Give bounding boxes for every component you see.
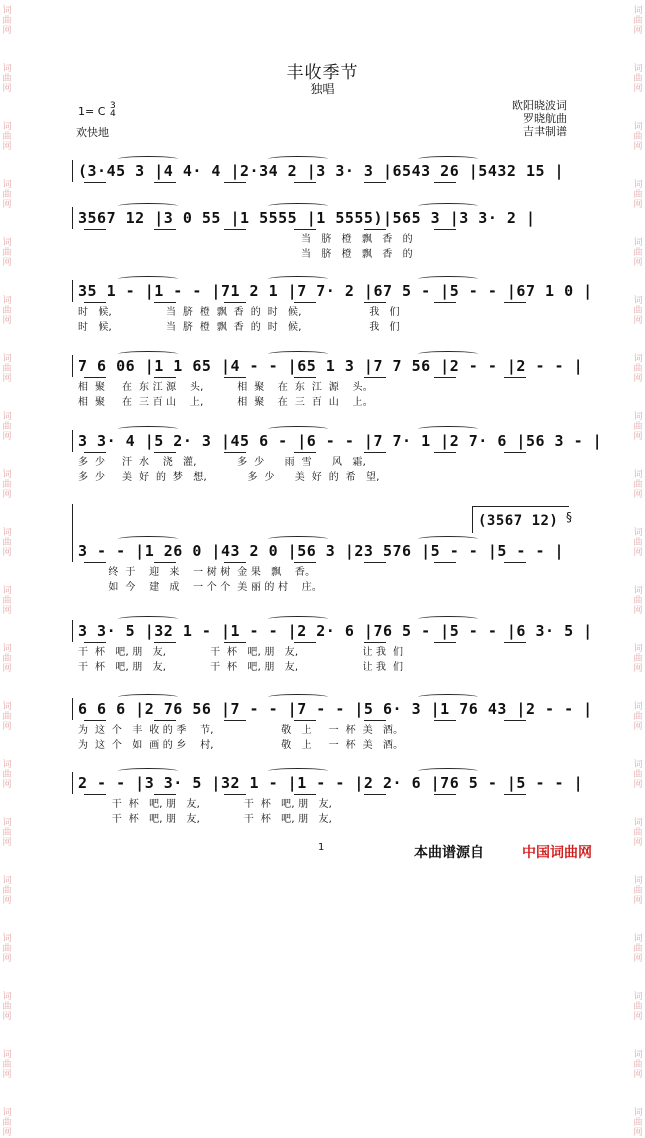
beam-underline	[224, 642, 246, 643]
beam-underline	[364, 302, 386, 303]
lyric-line-1: 为 这 个 丰 收 的 季 节, 敬 上 一 杯 美 酒。	[78, 725, 404, 736]
watermark-glyph: 词 曲 网	[2, 702, 12, 732]
watermark-glyph: 词 曲 网	[633, 470, 643, 500]
notation-line: 2 - - |3 3· 5 |32 1 - |1 - - |2 2· 6 |76 5 - |5 - - |	[78, 774, 584, 792]
beam-underline	[364, 452, 386, 453]
lyricist: 欧阳晓波词	[512, 99, 567, 112]
watermark-glyph: 词 曲 网	[633, 528, 643, 558]
score-system	[78, 430, 603, 500]
beam-underline	[364, 377, 386, 378]
beam-underline	[504, 452, 526, 453]
watermark-glyph: 词 曲 网	[633, 354, 643, 384]
score-system	[78, 510, 573, 610]
notation-line: 3 3· 5 |32 1 - |1 - - |2 2· 6 |76 5 - |5 - - |6 3· 5 |	[78, 622, 593, 640]
watermark-glyph: 词 曲 网	[633, 1050, 643, 1080]
watermark-glyph: 词 曲 网	[2, 876, 12, 906]
watermark-glyph: 词 曲 网	[2, 528, 12, 558]
slur-arc	[268, 351, 328, 357]
tempo-marking: 欢快地	[76, 126, 109, 139]
score-system	[78, 698, 593, 768]
lyric-line-1: 干 杯 吧, 朋 友, 干 杯 吧, 朋 友,	[78, 799, 333, 810]
watermark-glyph: 词 曲 网	[633, 180, 643, 210]
beam-underline	[434, 452, 456, 453]
lyric-line-2: 当 脐 橙 飘 香 的	[78, 249, 413, 260]
system-start-barline	[72, 430, 73, 452]
watermark-glyph: 词 曲 网	[2, 412, 12, 442]
system-left-bar	[72, 504, 73, 562]
beam-underline	[154, 377, 176, 378]
lyric-line-2: 为 这 个 如 画 的 乡 村, 敬 上 一 杯 美 酒。	[78, 740, 404, 751]
watermark-glyph: 词 曲 网	[2, 934, 12, 964]
system-start-barline	[72, 698, 73, 720]
beam-underline	[84, 794, 106, 795]
slur-arc	[418, 536, 478, 542]
beam-underline	[294, 302, 316, 303]
beam-underline	[154, 562, 176, 563]
watermark-glyph: 词 曲 网	[633, 1108, 643, 1138]
beam-underline	[364, 794, 386, 795]
system-start-barline	[72, 355, 73, 377]
beam-underline	[434, 377, 456, 378]
watermark-glyph: 词 曲 网	[2, 992, 12, 1022]
beam-underline	[364, 229, 386, 230]
slur-arc	[118, 156, 178, 162]
lyric-line-2: 多 少 美 好 的 梦 想, 多 少 美 好 的 希 望,	[78, 472, 380, 483]
beam-underline	[504, 794, 526, 795]
time-bottom: 4	[110, 109, 116, 119]
watermark-glyph: 词 曲 网	[2, 760, 12, 790]
watermark-glyph: 词 曲 网	[633, 586, 643, 616]
watermark-left	[0, 0, 14, 1138]
slur-arc	[268, 616, 328, 622]
slur-arc	[418, 616, 478, 622]
watermark-glyph: 词 曲 网	[633, 644, 643, 674]
beam-underline	[154, 642, 176, 643]
watermark-glyph: 词 曲 网	[2, 586, 12, 616]
beam-underline	[224, 720, 246, 721]
beam-underline	[294, 229, 316, 230]
beam-underline	[224, 302, 246, 303]
watermark-glyph: 词 曲 网	[633, 818, 643, 848]
slur-arc	[118, 276, 178, 282]
watermark-glyph: 词 曲 网	[633, 64, 643, 94]
beam-underline	[364, 642, 386, 643]
slur-arc	[268, 203, 328, 209]
watermark-glyph: 词 曲 网	[2, 1050, 12, 1080]
slur-arc	[268, 768, 328, 774]
lyric-line-2: 干 杯 吧, 朋 友, 干 杯 吧, 朋 友,	[78, 814, 333, 825]
beam-underline	[504, 377, 526, 378]
beam-underline	[294, 182, 316, 183]
watermark-glyph: 词 曲 网	[633, 876, 643, 906]
beam-underline	[434, 642, 456, 643]
watermark-glyph: 词 曲 网	[633, 934, 643, 964]
beam-underline	[224, 377, 246, 378]
beam-underline	[434, 302, 456, 303]
lyric-line-2: 干 杯 吧, 朋 友, 干 杯 吧, 朋 友, 让 我 们	[78, 662, 404, 673]
beam-underline	[84, 377, 106, 378]
beam-underline	[434, 720, 456, 721]
slur-arc	[118, 351, 178, 357]
watermark-right	[631, 0, 645, 1138]
segno-icon: §	[566, 510, 572, 524]
watermark-glyph: 词 曲 网	[2, 354, 12, 384]
slur-arc	[268, 536, 328, 542]
watermark-glyph: 词 曲 网	[633, 6, 643, 36]
notation-line: 3 3· 4 |5 2· 3 |45 6 - |6 - - |7 7· 1 |2 7· 6 |56 3 - |	[78, 432, 603, 450]
notation-line: 7 6 06 |1 1 65 |4 - - |65 1 3 |7 7 56 |2 - - |2 - - |	[78, 357, 584, 375]
watermark-glyph: 词 曲 网	[633, 412, 643, 442]
notation-line: 3567 12 |3 0 55 |1 5555 |1 5555)|565 3 |3 3· 2 |	[78, 209, 536, 227]
notation-line: 35 1 - |1 - - |71 2 1 |7 7· 2 |67 5 - |5 - - |67 1 0 |	[78, 282, 593, 300]
beam-underline	[84, 452, 106, 453]
watermark-glyph: 词 曲 网	[2, 180, 12, 210]
watermark-glyph: 词 曲 网	[633, 992, 643, 1022]
watermark-glyph: 词 曲 网	[633, 702, 643, 732]
beam-underline	[84, 182, 106, 183]
lyric-line-1: 时 候, 当 脐 橙 飘 香 的 时 候, 我 们	[78, 307, 400, 318]
slur-arc	[418, 156, 478, 162]
beam-underline	[294, 794, 316, 795]
source-label: 本曲谱源自	[414, 845, 484, 861]
watermark-glyph: 词 曲 网	[633, 122, 643, 152]
slur-arc	[118, 616, 178, 622]
slur-arc	[418, 768, 478, 774]
slur-arc	[268, 276, 328, 282]
beam-underline	[294, 720, 316, 721]
beam-underline	[84, 229, 106, 230]
system-start-barline	[72, 207, 73, 229]
beam-underline	[294, 642, 316, 643]
beam-underline	[294, 377, 316, 378]
lyric-line-1: 终 于 迎 来 一 树 树 金 果 飘 香。	[78, 567, 316, 578]
key-signature: 1= C	[78, 105, 106, 118]
system-start-barline	[72, 772, 73, 794]
score-system	[78, 280, 593, 350]
notation-line: (3·45 3 |4 4· 4 |2·34 2 |3 3· 3 |6543 26 |5432 15 |	[78, 162, 565, 180]
watermark-glyph: 词 曲 网	[633, 296, 643, 326]
beam-underline	[154, 794, 176, 795]
lyric-line-1: 当 脐 橙 飘 香 的	[78, 234, 413, 245]
slur-arc	[418, 203, 478, 209]
slur-arc	[418, 426, 478, 432]
beam-underline	[84, 642, 106, 643]
slur-arc	[118, 426, 178, 432]
notation-line: 3 - - |1 26 0 |43 2 0 |56 3 |23 576 |5 - - |5 - - |	[78, 542, 565, 560]
system-start-barline	[72, 160, 73, 182]
slur-arc	[268, 156, 328, 162]
beam-underline	[154, 302, 176, 303]
slur-arc	[268, 694, 328, 700]
arranger: 吉聿制谱	[523, 125, 567, 138]
slur-arc	[268, 426, 328, 432]
beam-underline	[224, 182, 246, 183]
beam-underline	[84, 302, 106, 303]
watermark-glyph: 词 曲 网	[633, 238, 643, 268]
page-number: 1	[318, 842, 325, 853]
composer: 罗晓航曲	[523, 112, 567, 125]
watermark-glyph: 词 曲 网	[2, 470, 12, 500]
lyric-line-2: 相 聚 在 三 百 山 上, 相 聚 在 三 百 山 上。	[78, 397, 373, 408]
score-system	[78, 620, 593, 690]
page-subtitle: 独唱	[310, 82, 335, 96]
beam-underline	[434, 229, 456, 230]
beam-underline	[434, 794, 456, 795]
watermark-glyph: 词 曲 网	[2, 296, 12, 326]
beam-underline	[364, 182, 386, 183]
watermark-glyph: 词 曲 网	[2, 1108, 12, 1138]
beam-underline	[84, 720, 106, 721]
beam-underline	[364, 720, 386, 721]
beam-underline	[224, 229, 246, 230]
beam-underline	[434, 562, 456, 563]
credits	[512, 99, 567, 138]
beam-underline	[224, 562, 246, 563]
slur-arc	[118, 203, 178, 209]
slur-arc	[118, 768, 178, 774]
system-start-barline	[72, 280, 73, 302]
beam-underline	[84, 562, 106, 563]
system-start-barline	[72, 620, 73, 642]
lyric-line-1: 多 少 汗 水 浇 灌, 多 少 雨 雪 风 霜,	[78, 457, 366, 468]
beam-underline	[504, 642, 526, 643]
slur-arc	[118, 536, 178, 542]
watermark-glyph: 词 曲 网	[2, 644, 12, 674]
beam-underline	[154, 182, 176, 183]
slur-arc	[418, 694, 478, 700]
slur-arc	[418, 351, 478, 357]
lyric-line-1: 干 杯 吧, 朋 友, 干 杯 吧, 朋 友, 让 我 们	[78, 647, 404, 658]
time-signature	[110, 102, 116, 118]
repeat-intro-notes: (3567 12)	[478, 513, 559, 529]
beam-underline	[504, 720, 526, 721]
page-title: 丰收季节	[286, 63, 359, 83]
notation-line: 6 6 6 |2 76 56 |7 - - |7 - - |5 6· 3 |1 76 43 |2 - - |	[78, 700, 593, 718]
lyric-line-2: 如 今 建 成 一 个 个 美 丽 的 村 庄。	[78, 582, 323, 593]
watermark-glyph: 词 曲 网	[2, 6, 12, 36]
beam-underline	[224, 794, 246, 795]
time-top: 3	[110, 101, 116, 111]
score-system	[78, 207, 573, 277]
watermark-glyph: 词 曲 网	[2, 64, 12, 94]
beam-underline	[154, 452, 176, 453]
beam-underline	[364, 562, 386, 563]
beam-underline	[154, 720, 176, 721]
slur-arc	[418, 276, 478, 282]
score-system	[78, 355, 584, 425]
lyric-line-2: 时 候, 当 脐 橙 飘 香 的 时 候, 我 们	[78, 322, 400, 333]
watermark-glyph: 词 曲 网	[2, 122, 12, 152]
slur-arc	[118, 694, 178, 700]
beam-underline	[224, 452, 246, 453]
beam-underline	[294, 452, 316, 453]
score-system	[78, 772, 584, 842]
beam-underline	[504, 302, 526, 303]
beam-underline	[294, 562, 316, 563]
lyric-line-1: 相 聚 在 东 江 源 头, 相 聚 在 东 江 源 头。	[78, 382, 373, 393]
site-name: 中国词曲网	[522, 845, 592, 861]
watermark-glyph: 词 曲 网	[2, 818, 12, 848]
beam-underline	[504, 562, 526, 563]
repeat-bracket	[472, 506, 569, 533]
beam-underline	[434, 182, 456, 183]
beam-underline	[154, 229, 176, 230]
watermark-glyph: 词 曲 网	[633, 760, 643, 790]
watermark-glyph: 词 曲 网	[2, 238, 12, 268]
